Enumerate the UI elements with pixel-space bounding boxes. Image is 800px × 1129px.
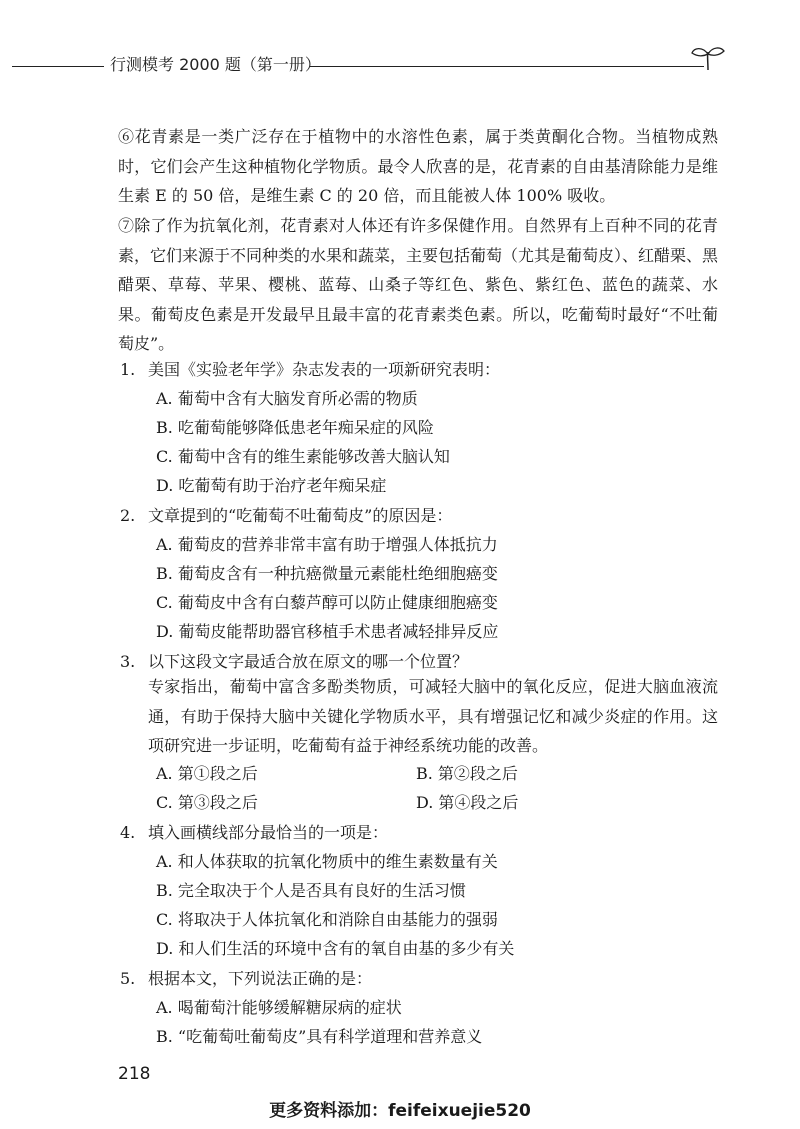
question-4-option-c: C. 将取决于人体抗氧化和消除自由基能力的强弱: [156, 910, 498, 929]
question-2-stem: 文章提到的“吃葡萄不吐葡萄皮”的原因是：: [148, 506, 453, 525]
question-3-number: 3.: [120, 652, 136, 671]
question-2-option-b: B. 葡萄皮含有一种抗癌微量元素能杜绝细胞癌变: [156, 564, 498, 583]
question-1-option-b: B. 吃葡萄能够降低患老年痴呆症的风险: [156, 418, 434, 437]
question-3-option-c: C. 第③段之后: [156, 793, 258, 812]
paragraph-6: ⑥花青素是一类广泛存在于植物中的水溶性色素，属于类黄酮化合物。当植物成熟时，它们会产生这种植物化学物质。最令人欣喜的是，花青素的自由基清除能力是维生素 E 的 50 倍，是维生素 C 的 20 倍，而且能被人体 100% 吸收。: [118, 127, 718, 205]
question-1-option-a: A. 葡萄中含有大脑发育所必需的物质: [156, 389, 418, 408]
question-4-option-d: D. 和人们生活的环境中含有的氧自由基的多少有关: [156, 939, 515, 958]
question-4-option-b: B. 完全取决于个人是否具有良好的生活习惯: [156, 881, 466, 900]
question-1-option-d: D. 吃葡萄有助于治疗老年痴呆症: [156, 476, 387, 495]
question-1-option-c: C. 葡萄中含有的维生素能够改善大脑认知: [156, 447, 450, 466]
header-rule-right: [310, 66, 704, 67]
header-title: 行测模考 2000 题（第一册）: [110, 55, 321, 74]
question-1-number: 1.: [120, 360, 136, 379]
running-header: [12, 44, 720, 84]
footer-watermark: 更多资料添加：feifeixuejie520: [269, 1101, 531, 1121]
question-4-number: 4.: [120, 823, 136, 842]
question-4-option-a: A. 和人体获取的抗氧化物质中的维生素数量有关: [156, 852, 498, 871]
question-5-option-a: A. 喝葡萄汁能够缓解糖尿病的症状: [156, 998, 402, 1017]
question-2-option-d: D. 葡萄皮能帮助器官移植手术患者减轻排异反应: [156, 622, 499, 641]
question-2-option-c: C. 葡萄皮中含有白藜芦醇可以防止健康细胞癌变: [156, 593, 498, 612]
question-5-stem: 根据本文，下列说法正确的是：: [148, 969, 373, 988]
question-3-option-a: A. 第①段之后: [156, 764, 258, 783]
page-number: 218: [118, 1064, 151, 1084]
question-1-stem: 美国《实验老年学》杂志发表的一项新研究表明：: [148, 360, 501, 379]
paragraph-7: ⑦除了作为抗氧化剂，花青素对人体还有许多保健作用。自然界有上百种不同的花青素，它们来源于不同种类的水果和蔬菜，主要包括葡萄（尤其是葡萄皮）、红醋栗、黑醋栗、草莓、苹果、樱桃、蓝莓、山桑子等红色、紫色、紫红色、蓝色的蔬菜、水果。葡萄皮色素是开发最早且最丰富的花青素类色素。所以，吃葡萄时最好“不吐葡萄皮”。: [118, 216, 719, 353]
question-4-stem: 填入画横线部分最恰当的一项是：: [148, 823, 389, 842]
question-2-number: 2.: [120, 506, 136, 525]
question-2-option-a: A. 葡萄皮的营养非常丰富有助于增强人体抵抗力: [156, 535, 498, 554]
question-3-stem: 以下这段文字最适合放在原文的哪一个位置？: [148, 652, 469, 671]
question-3-option-d: D. 第④段之后: [416, 793, 519, 812]
question-3-passage: 专家指出，葡萄中富含多酚类物质，可减轻大脑中的氧化反应，促进大脑血液流通，有助于保持大脑中关键化学物质水平，具有增强记忆和减少炎症的作用。这项研究进一步证明，吃葡萄有益于神经系统功能的改善。: [148, 677, 718, 755]
question-5-number: 5.: [120, 969, 136, 988]
question-5-option-b: B. “吃葡萄吐葡萄皮”具有科学道理和营养意义: [156, 1027, 483, 1046]
sprout-icon: [688, 44, 728, 72]
header-rule-left: [12, 66, 104, 67]
question-3-option-b: B. 第②段之后: [416, 764, 518, 783]
